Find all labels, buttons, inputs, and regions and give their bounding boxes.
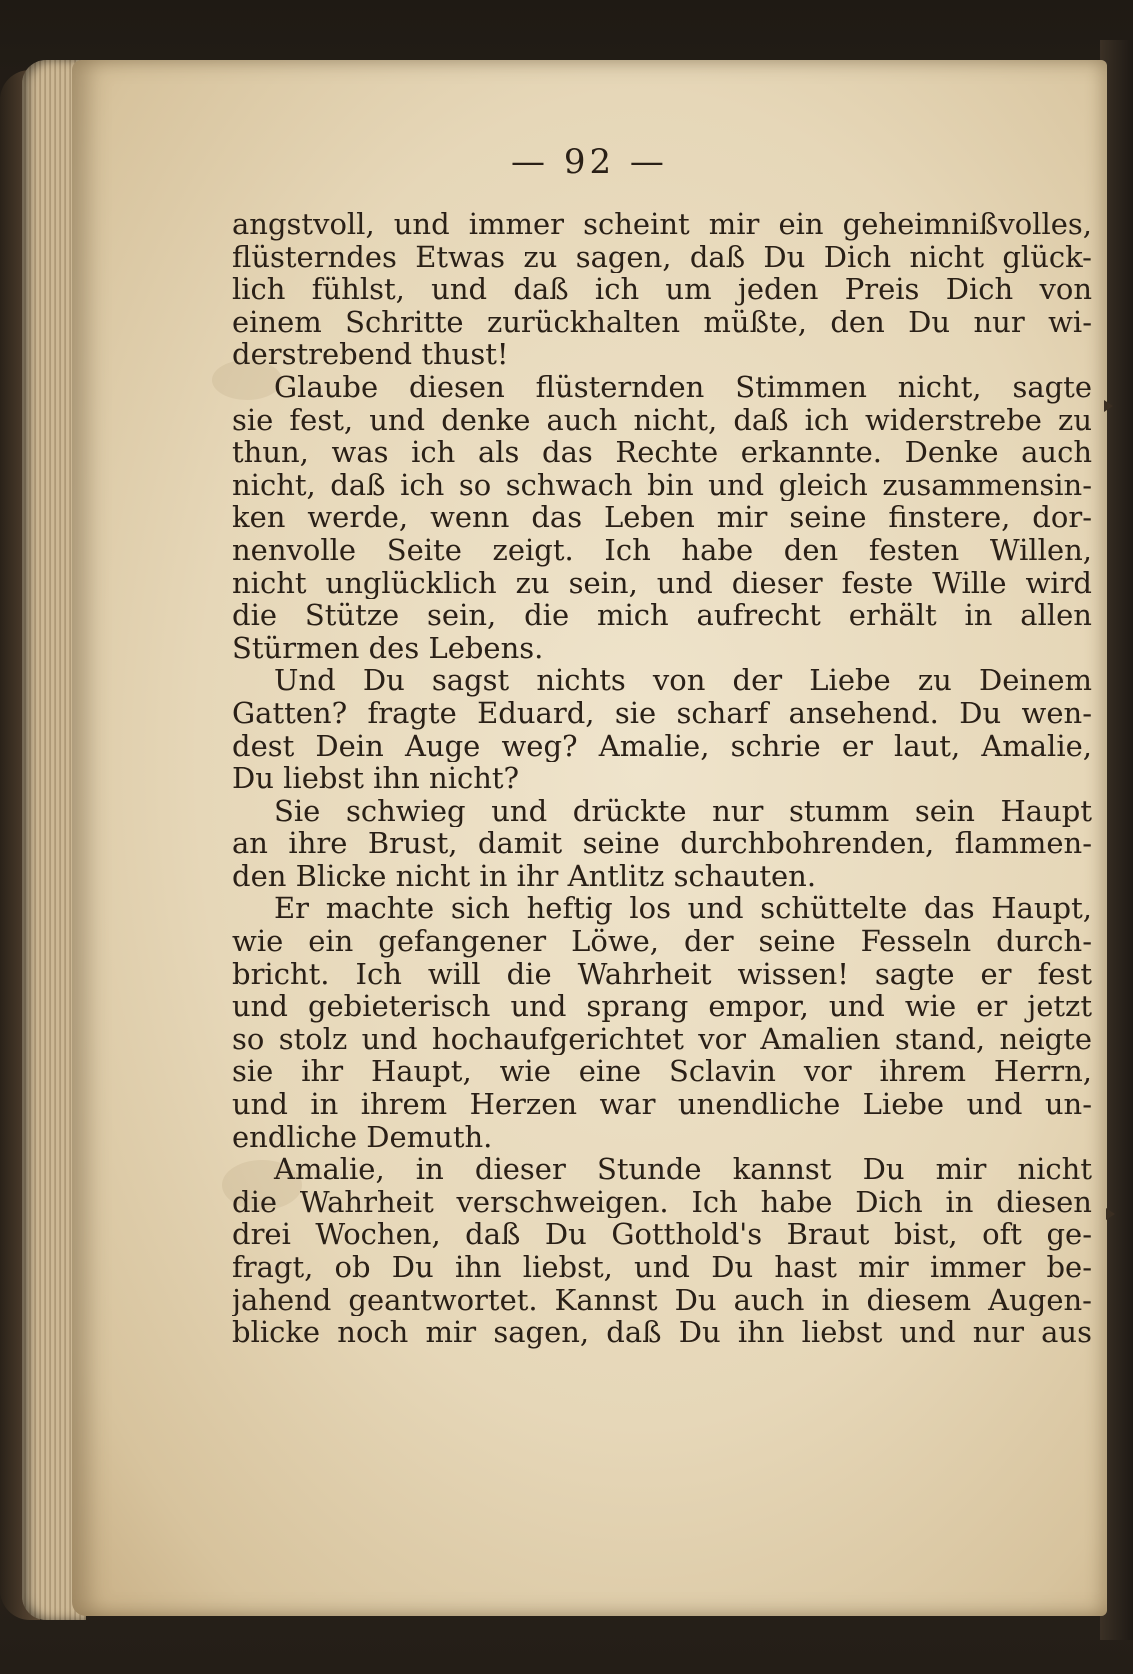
text-line: so stolz und hochaufgerichtet vor Amalien stand, neigte bbox=[232, 1022, 1092, 1056]
text-line: nicht, daß ich so schwach bin und gleich zusammensin- bbox=[232, 468, 1092, 502]
text-line: nenvolle Seite zeigt. Ich habe den festen Willen, bbox=[232, 533, 1092, 567]
text-line: Sie schwieg und drückte nur stumm sein Haupt bbox=[274, 794, 1092, 828]
text-line: Du liebst ihn nicht? bbox=[232, 762, 520, 795]
text-line: Und Du sagst nichts von der Liebe zu Deinem bbox=[274, 664, 1092, 697]
book-page bbox=[72, 60, 1107, 1616]
text-line: thun, was ich als das Rechte erkannte. Denke auch bbox=[232, 436, 1092, 469]
page-tab-marker bbox=[1106, 1208, 1115, 1220]
text-line: flüsterndes Etwas zu sagen, daß Du Dich nicht glück- bbox=[232, 240, 1092, 274]
text-line: endliche Demuth. bbox=[232, 1120, 493, 1154]
text-line: ken werde, wenn das Leben mir seine finstere, dor- bbox=[232, 501, 1092, 534]
text-line: den Blicke nicht in ihr Antlitz schauten. bbox=[232, 859, 817, 893]
text-line: die Wahrheit verschweigen. Ich habe Dich in diesen bbox=[232, 1185, 1092, 1219]
text-line: Gatten? fragte Eduard, sie scharf ansehend. Du wen- bbox=[232, 696, 1092, 730]
text-line: und gebieterisch und sprang empor, und wie er jetzt bbox=[232, 990, 1092, 1023]
text-line: einem Schritte zurückhalten müßte, den Du nur wi- bbox=[232, 305, 1092, 339]
text-line: angstvoll, und immer scheint mir ein geheimnißvolles, bbox=[232, 208, 1092, 241]
text-line: sie ihr Haupt, wie eine Sclavin vor ihrem Herrn, bbox=[232, 1055, 1092, 1089]
text-line: Er machte sich heftig los und schüttelte das Haupt, bbox=[274, 892, 1092, 926]
text-line: Glaube diesen flüsternden Stimmen nicht, sagte bbox=[274, 370, 1092, 404]
text-line: wie ein gefangener Löwe, der seine Fesseln durch- bbox=[232, 925, 1092, 958]
text-line: die Stütze sein, die mich aufrecht erhält in allen bbox=[232, 599, 1092, 632]
text-line: jahend geantwortet. Kannst Du auch in diesem Augen- bbox=[232, 1283, 1092, 1317]
text-line: bricht. Ich will die Wahrheit wissen! sagte er fest bbox=[232, 957, 1092, 991]
text-line: Amalie, in dieser Stunde kannst Du mir nicht bbox=[274, 1153, 1092, 1186]
text-line: fragt, ob Du ihn liebst, und Du hast mir immer be- bbox=[232, 1251, 1092, 1284]
page-number: — 92 — bbox=[511, 142, 668, 182]
text-line: nicht unglücklich zu sein, und dieser feste Wille wird bbox=[232, 566, 1092, 600]
text-line: Stürmen des Lebens. bbox=[232, 631, 544, 665]
text-line: derstrebend thust! bbox=[232, 338, 509, 371]
text-line: sie fest, und denke auch nicht, daß ich widerstrebe zu bbox=[232, 403, 1092, 437]
text-line: dest Dein Auge weg? Amalie, schrie er laut, Amalie, bbox=[232, 729, 1092, 763]
text-line: blicke noch mir sagen, daß Du ihn liebst und nur aus bbox=[232, 1316, 1092, 1349]
body-text bbox=[232, 208, 1092, 1349]
text-line: drei Wochen, daß Du Gotthold's Braut bist, oft ge- bbox=[232, 1218, 1092, 1251]
text-line: lich fühlst, und daß ich um jeden Preis Dich von bbox=[232, 273, 1092, 306]
page-tab-marker bbox=[1104, 400, 1113, 412]
text-line: und in ihrem Herzen war unendliche Liebe und un- bbox=[232, 1088, 1092, 1121]
text-line: an ihre Brust, damit seine durchbohrenden, flammen- bbox=[232, 827, 1092, 860]
